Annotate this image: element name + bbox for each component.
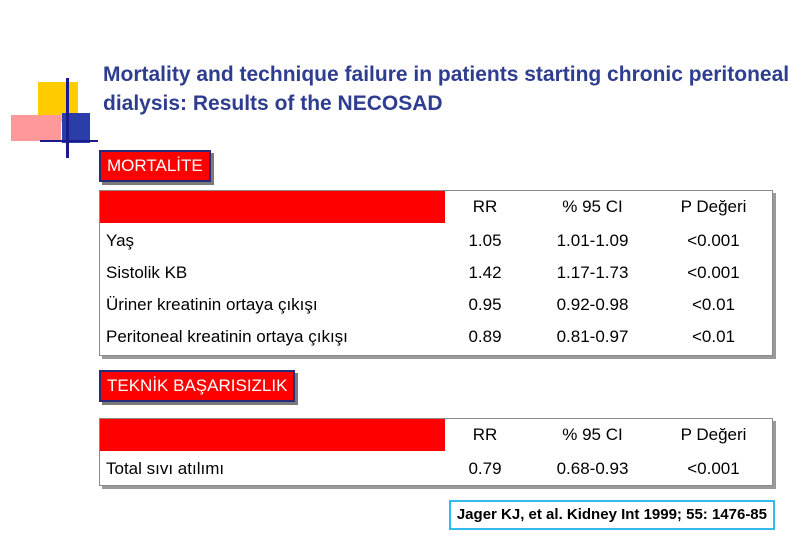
technique-table-header — [100, 419, 445, 451]
mortality-table-header — [100, 191, 445, 223]
row-ci: 0.68-0.93 — [556, 459, 629, 478]
row-p: <0.001 — [687, 263, 740, 282]
technique-section-label: TEKNİK BAŞARISIZLIK — [99, 370, 295, 402]
header-p: P Değeri — [680, 425, 747, 444]
decor-horizontal-line — [40, 140, 98, 142]
row-p: <0.01 — [691, 327, 735, 346]
row-ci: 1.17-1.73 — [556, 263, 629, 282]
technique-table — [99, 418, 773, 486]
header-p: P Değeri — [680, 197, 747, 216]
row-label: Üriner kreatinin ortaya çıkışı — [106, 295, 318, 314]
decor-vertical-line — [66, 78, 69, 158]
row-ci: 0.92-0.98 — [556, 295, 629, 314]
header-ci: % 95 CI — [562, 425, 623, 444]
header-ci: % 95 CI — [562, 197, 623, 216]
row-ci: 0.81-0.97 — [556, 327, 629, 346]
row-rr: 1.42 — [468, 263, 502, 282]
row-rr: 1.05 — [468, 231, 502, 250]
header-rr: RR — [472, 425, 498, 444]
citation-box: Jager KJ, et al. Kidney Int 1999; 55: 1476-85 — [449, 500, 775, 530]
mortality-section-label: MORTALİTE — [99, 150, 211, 182]
row-rr: 0.89 — [468, 327, 502, 346]
mortality-table — [99, 190, 773, 356]
row-label: Peritoneal kreatinin ortaya çıkışı — [106, 327, 348, 346]
row-p: <0.01 — [691, 295, 735, 314]
row-label: Total sıvı atılımı — [106, 459, 225, 478]
row-label: Sistolik KB — [106, 263, 188, 282]
decor-red-square — [11, 115, 61, 141]
row-rr: 0.95 — [468, 295, 502, 314]
slide-title: Mortality and technique failure in patients starting chronic peritoneal dialysis: Results of the NECOSAD — [103, 63, 790, 115]
row-rr: 0.79 — [468, 459, 502, 478]
header-rr: RR — [472, 197, 498, 216]
row-p: <0.001 — [687, 231, 740, 250]
row-ci: 1.01-1.09 — [556, 231, 629, 250]
row-label: Yaş — [106, 231, 135, 250]
row-p: <0.001 — [687, 459, 740, 478]
